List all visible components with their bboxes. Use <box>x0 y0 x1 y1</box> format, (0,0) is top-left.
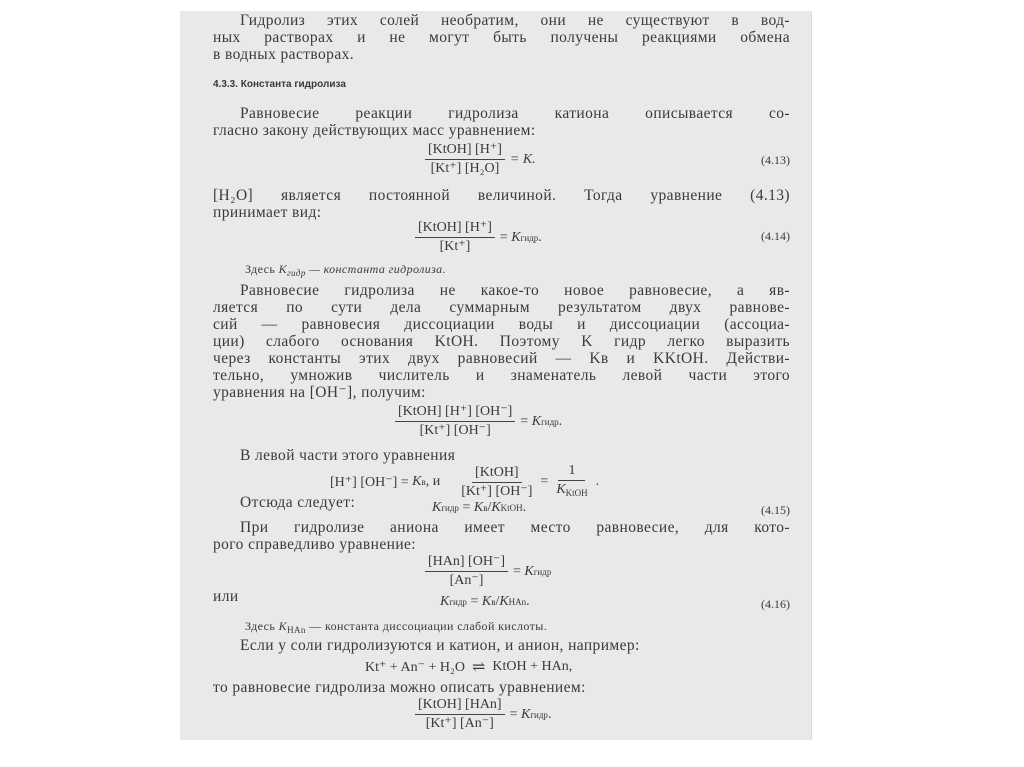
note-text: — константа гидролиза. <box>305 262 446 276</box>
equation-combined <box>415 697 551 732</box>
paragraph-line: или <box>213 588 239 605</box>
paragraph-line: гласно закону действующих масс уравнением: <box>213 122 536 139</box>
reaction-rhs: KtOH + HAn, <box>492 659 573 674</box>
reaction-equation <box>365 657 572 677</box>
subscript: KtOH <box>565 488 588 498</box>
k-symbol: K <box>524 563 534 579</box>
equals: = <box>512 563 521 579</box>
paragraph-line: Равновесие реакции гидролиза катиона описывается со- <box>240 105 790 122</box>
slash: / <box>495 594 500 609</box>
paragraph-line: в водных растворах. <box>213 46 355 63</box>
note-khydr <box>245 261 822 282</box>
note-prefix: Здесь <box>245 619 279 633</box>
paragraph-line: ции) слабого основания KtOH. Поэтому K гидр легко выразить <box>213 333 790 350</box>
subscript: гидр <box>449 597 467 607</box>
punct: . <box>595 474 600 489</box>
note-prefix: Здесь <box>245 262 279 276</box>
denominator: [Kt⁺] <box>439 239 471 254</box>
paragraph-line: рого справедливо уравнение: <box>213 536 417 553</box>
punct: . <box>558 413 563 429</box>
equation-number: (4.14) <box>761 229 790 243</box>
numerator: 1 <box>558 463 585 481</box>
equals: = <box>499 229 508 245</box>
equation-4-16 <box>440 594 530 610</box>
paragraph-line: принимает вид: <box>213 204 322 221</box>
equals: = <box>509 706 518 722</box>
paragraph-line: то равновесие гидролиза можно описать уравнением: <box>213 679 586 696</box>
k-symbol: K <box>473 500 484 515</box>
equation-4-14 <box>415 220 542 255</box>
equals: = <box>520 413 529 429</box>
paragraph-line: [H₂O] является постоянной величиной. Тогда уравнение (4.13) <box>213 187 790 204</box>
numerator: [KtOH] [HAn] <box>415 697 505 715</box>
subscript: гидр <box>520 232 539 243</box>
equation-4-13 <box>425 142 536 177</box>
equals: = <box>462 500 471 515</box>
subscript: гидр <box>441 503 459 513</box>
equilibrium-arrow-icon: ⇌ <box>472 659 486 676</box>
denominator: [Kt⁺] [H₂O] <box>430 161 500 176</box>
section-heading: 4.3.3. Константа гидролиза <box>213 79 346 90</box>
punct: . <box>538 229 542 245</box>
k-symbol: K <box>278 262 288 276</box>
k-symbol: K <box>499 594 509 609</box>
equals: = <box>540 474 549 489</box>
denominator: [Kt⁺] [An⁻] <box>425 716 494 731</box>
paragraph-line: через константы этих двух равновесий — Kв и KKtOH. Действи- <box>213 350 790 367</box>
equation-4-15 <box>432 500 526 516</box>
denominator: [An⁻] <box>449 573 484 588</box>
numerator: [KtOH] [H⁺] <box>425 142 505 160</box>
k-symbol: K <box>412 474 422 489</box>
punct: . <box>522 500 527 515</box>
subscript: HAn <box>287 625 306 635</box>
note-text: — константа диссоциации слабой кислоты. <box>305 619 548 633</box>
subscript: в <box>421 477 426 487</box>
denominator: [Kt⁺] [OH⁻] <box>461 483 533 499</box>
numerator: [HAn] [OH⁻] <box>425 554 508 572</box>
subscript: гидр <box>287 268 306 278</box>
equation-multiplied <box>395 404 562 439</box>
paragraph-line: сий — равновесия диссоциации воды и диссоциации (ассоциа- <box>213 316 790 333</box>
k-symbol: K <box>440 594 450 609</box>
k-symbol: K <box>278 619 288 633</box>
punct: . <box>547 706 552 722</box>
subscript: гидр <box>530 709 548 720</box>
denominator: [Kt⁺] [OH⁻] <box>419 423 491 438</box>
paragraph-line: В левой части этого уравнения <box>240 447 456 464</box>
rhs: = K. <box>509 151 536 167</box>
k-symbol: K <box>432 500 442 515</box>
paragraph-line: Гидролиз этих солей необратим, они не существуют в вод- <box>240 12 790 29</box>
note-khan <box>245 618 822 639</box>
conjunction: , и <box>425 474 441 489</box>
k-symbol: K <box>531 413 542 429</box>
equation-anion <box>425 554 551 589</box>
subscript: гидр <box>533 566 552 577</box>
k-symbol: K <box>481 594 492 609</box>
equation-number: (4.16) <box>761 597 790 611</box>
slash: / <box>487 500 492 515</box>
paragraph-line: Если у соли гидролизуются и катион, и анион, например: <box>240 637 640 654</box>
paragraph-line: ляется по сути дела суммарным результатом двух равнове- <box>213 299 790 316</box>
k-symbol: K <box>511 229 521 245</box>
subscript: KtOH <box>500 503 523 513</box>
paragraph-line: тельно, умножив числитель и знаменатель левой части этого <box>213 367 790 384</box>
equation-number: (4.15) <box>761 503 790 517</box>
numerator: [KtOH] [H⁺] [OH⁻] <box>395 404 515 422</box>
paragraph-line: Отсюда следует: <box>240 494 356 511</box>
paragraph-line: При гидролизе аниона имеет место равновесие, для кото- <box>240 519 790 536</box>
numerator: [KtOH] <box>472 465 522 483</box>
punct: . <box>526 594 530 609</box>
subscript: в <box>491 597 496 607</box>
subscript: гидр <box>541 416 559 427</box>
lhs: [H⁺] [OH⁻] = <box>330 474 409 490</box>
k-symbol: K <box>521 706 531 722</box>
paragraph-line: Равновесие гидролиза не какое-то новое равновесие, а яв- <box>240 282 790 299</box>
k-symbol: K <box>556 482 566 497</box>
k-symbol: K <box>491 500 501 515</box>
subscript: в <box>483 503 488 513</box>
equation-number: (4.13) <box>761 153 790 167</box>
reaction-lhs: Kt⁺ + An⁻ + H₂O <box>365 659 466 675</box>
equals: = <box>470 594 479 609</box>
numerator: [KtOH] [H⁺] <box>415 220 495 238</box>
paragraph-line: уравнения на [OH⁻], получим: <box>213 384 426 401</box>
paragraph-line: ных растворах и не могут быть получены реакциями обмена <box>213 29 790 46</box>
subscript: HAn <box>508 597 527 607</box>
